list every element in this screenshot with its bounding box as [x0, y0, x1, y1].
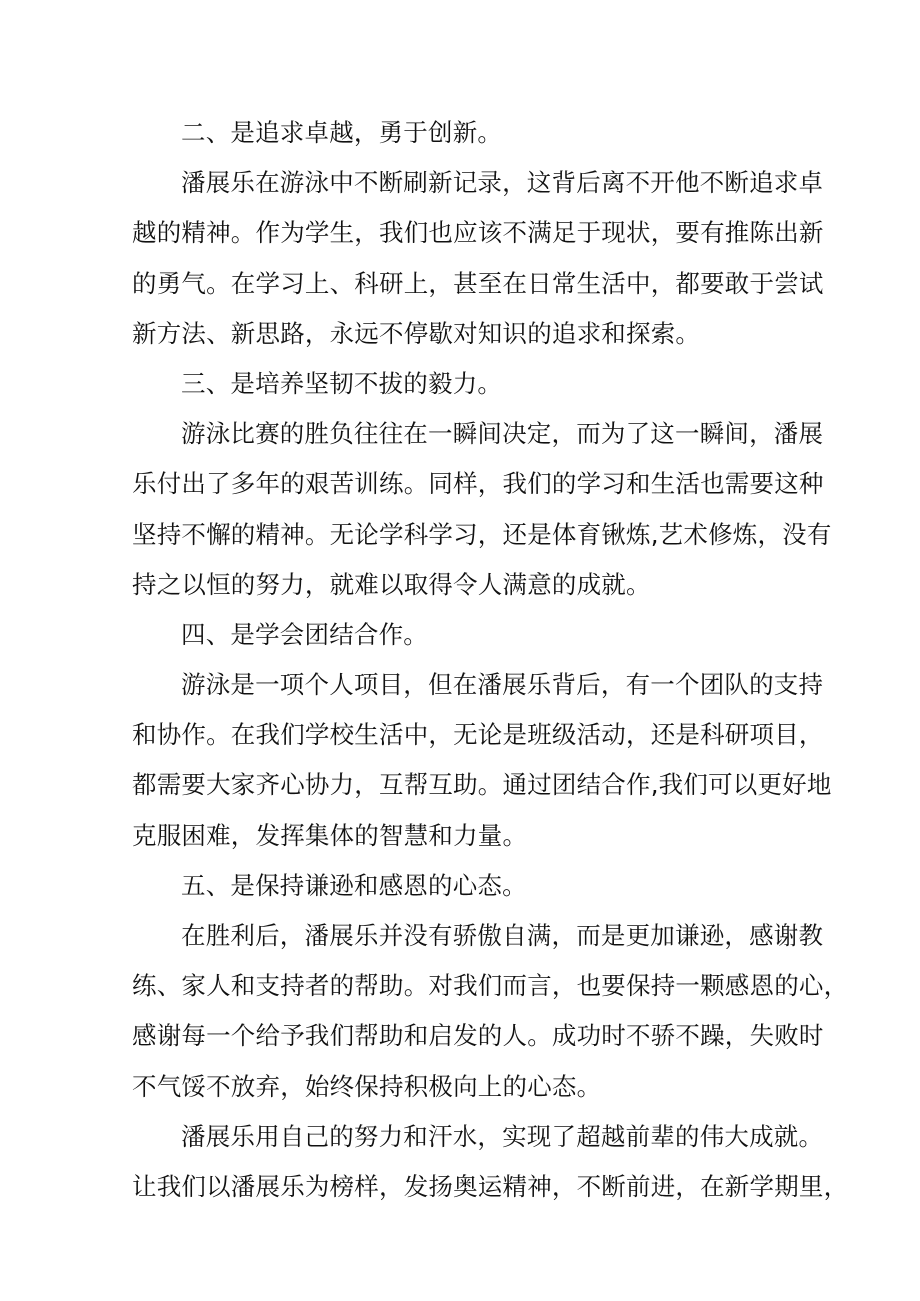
- document-body: [132, 108, 849, 1212]
- paragraph-line: 在胜利后，潘展乐并没有骄傲自满，而是更加谦逊，感谢教: [181, 921, 824, 950]
- paragraph-line: 持之以恒的努力，就难以取得令人满意的成就。: [132, 569, 651, 599]
- paragraph-line: 越的精神。作为学生，我们也应该不满足于现状，要有推陈出新: [132, 218, 824, 248]
- paragraph-line: 都需要大家齐心协力，互帮互助。通过团结合作,我们可以更好地: [132, 770, 832, 800]
- paragraph-line: 不气馁不放弃，始终保持积极向上的心态。: [132, 1071, 602, 1101]
- section-heading-2: 二、是追求卓越，勇于创新。: [181, 118, 503, 147]
- paragraph-line: 乐付出了多年的艰苦训练。同样，我们的学习和生活也需要这种: [132, 469, 824, 499]
- paragraph-line: 感谢每一个给予我们帮助和启发的人。成功时不骄不躁，失败时: [132, 1021, 824, 1051]
- paragraph-line: 让我们以潘展乐为榜样，发扬奥运精神，不断前进，在新学期里，: [132, 1171, 849, 1201]
- paragraph-line: 游泳比赛的胜负往往在一瞬间决定，而为了这一瞬间，潘展: [181, 419, 824, 449]
- section-heading-4: 四、是学会团结合作。: [181, 619, 428, 649]
- paragraph-line: 新方法、新思路，永远不停歇对知识的追求和探索。: [132, 318, 701, 348]
- paragraph-line: 和协作。在我们学校生活中，无论是班级活动，还是科研项目，: [132, 720, 824, 750]
- paragraph-line: 练、家人和支持者的帮助。对我们而言，也要保持一颗感恩的心，: [132, 971, 849, 1001]
- paragraph-line: 潘展乐在游泳中不断刷新记录，这背后离不开他不断追求卓: [181, 168, 824, 198]
- paragraph-line: 的勇气。在学习上、科研上，甚至在日常生活中，都要敢于尝试: [132, 268, 824, 298]
- section-heading-5: 五、是保持谦逊和感恩的心态。: [181, 870, 527, 900]
- paragraph-line: 游泳是一项个人项目，但在潘展乐背后，有一个团队的支持: [181, 670, 824, 700]
- paragraph-line: 克服困难，发挥集体的智慧和力量。: [132, 820, 528, 850]
- paragraph-line: 潘展乐用自己的努力和汗水，实现了超越前辈的伟大成就。: [181, 1121, 824, 1151]
- paragraph-line: 坚持不懈的精神。无论学科学习，还是体育锹炼,艺术修炼，没有: [132, 519, 832, 549]
- section-heading-3: 三、是培养坚韧不拔的毅力。: [181, 368, 503, 398]
